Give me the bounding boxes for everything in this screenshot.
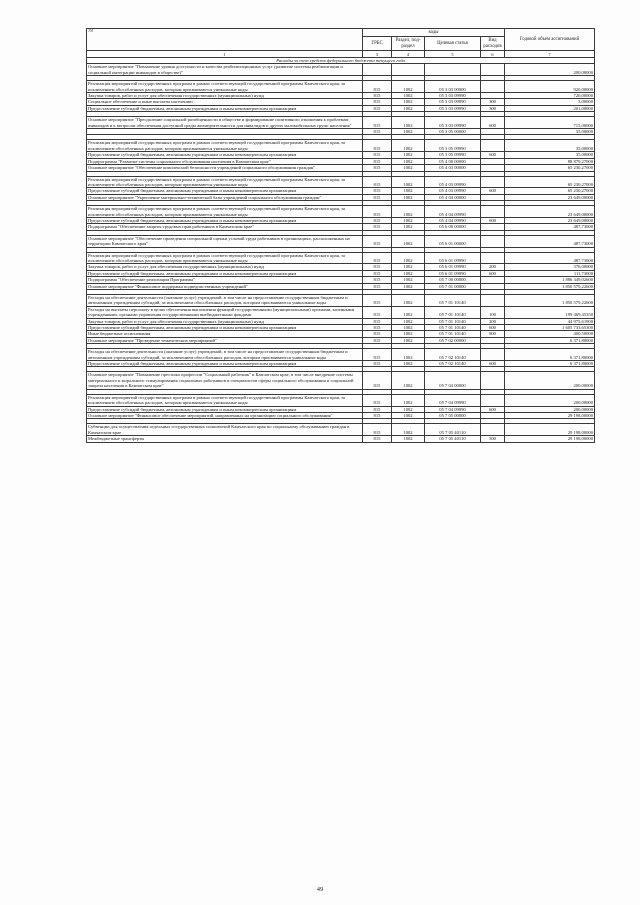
row-razdel: 1002 <box>392 318 425 324</box>
table-row <box>87 235 595 247</box>
row-razdel: 1002 <box>392 372 425 389</box>
table-row <box>87 176 595 188</box>
section-title: Расходы за счет средств федерального бюджета текущего года <box>87 58 595 64</box>
row-grbs: 815 <box>363 217 392 223</box>
row-target: 05 6 01 00000 <box>425 235 481 247</box>
row-grbs: 815 <box>363 318 392 324</box>
row-sum: 65 230,27000 <box>505 165 595 171</box>
row-grbs: 815 <box>363 264 392 270</box>
header-vid: Вид расходов <box>481 37 505 51</box>
table-row <box>87 424 595 436</box>
row-sum: 487,73000 <box>505 252 595 264</box>
row-grbs: 815 <box>363 188 392 194</box>
row-sum: 199 469,45350 <box>505 306 595 318</box>
row-razdel: 1002 <box>392 394 425 406</box>
row-razdel: 1002 <box>392 206 425 218</box>
row-razdel: 1002 <box>392 337 425 343</box>
row-target: 05 3 03 00000 <box>425 81 481 93</box>
table-row <box>87 206 595 218</box>
row-grbs: 815 <box>363 306 392 318</box>
row-grbs: 815 <box>363 412 392 418</box>
row-sum: 715,00000 <box>505 117 595 129</box>
row-target: 05 7 01 10140 <box>425 318 481 324</box>
row-grbs: 815 <box>363 105 392 111</box>
row-razdel: 1002 <box>392 270 425 276</box>
row-name: Иные бюджетные ассигнования <box>87 331 363 337</box>
row-target: 05 7 00 00000 <box>425 277 481 283</box>
row-sum: 6 371,80000 <box>505 337 595 343</box>
row-razdel: 1002 <box>392 194 425 200</box>
row-vid <box>481 295 505 307</box>
header-codes-group: коды <box>363 29 505 37</box>
row-sum: 111,73000 <box>505 270 595 276</box>
row-vid: 500 <box>481 436 505 442</box>
row-razdel: 1002 <box>392 93 425 99</box>
row-grbs: 815 <box>363 152 392 158</box>
idx-5: 5 <box>425 51 481 58</box>
table-row <box>87 117 595 129</box>
row-grbs: 815 <box>363 325 392 331</box>
table-row <box>87 436 595 442</box>
table-row <box>87 372 595 389</box>
row-name: Предоставление субсидий бюджетным, автономным учреждениям и иным некоммерческим организациям <box>87 152 363 158</box>
row-razdel: 1002 <box>392 165 425 171</box>
row-sum: 201,00000 <box>505 105 595 111</box>
row-sum: 376,00000 <box>505 264 595 270</box>
row-name: Реализация мероприятий государственных программ в рамках соответствующей государственной программы Камчатского края, за исключением обособленных расходов, которым присваиваются уникальные коды <box>87 206 363 218</box>
row-name: Расходы на выплаты персоналу в целях обеспечения выполнения функций государственными (муниципальными) органами, казенными учреждениями, органами управления государственными внебюджетными фондами <box>87 306 363 318</box>
row-name: Закупка товаров, работ и услуг для обеспечения государственных (муниципальных) нужд <box>87 318 363 324</box>
row-sum: 29 198,00000 <box>505 412 595 418</box>
row-grbs: 815 <box>363 158 392 164</box>
row-name: Основное мероприятие "Проведение тематических мероприятий" <box>87 337 363 343</box>
row-name: Основное мероприятие "Повышение престижа профессии "Социальный работник" в Камчатском крае, в том числе внедрение системы материального и морального стимулирования социальных работников и специалистов сферы социального обслуживания и социальной защиты населения в Камчатском крае" <box>87 372 363 389</box>
row-name: Основное мероприятие "Финансовое обеспечение мероприятий, направленных на организацию социального обслуживания" <box>87 412 363 418</box>
row-razdel: 1002 <box>392 349 425 361</box>
row-grbs: 815 <box>363 337 392 343</box>
row-target: 05 4 03 00000 <box>425 165 481 171</box>
row-razdel: 1002 <box>392 361 425 367</box>
row-name: Расходы на обеспечение деятельности (оказание услуг) учреждений, в том числе на предоставление государственным бюджетным и автономным учреждениям субсидий, за исключением обособленных расходов, которым присваиваются уникальные коды <box>87 295 363 307</box>
row-target: 05 3 05 09990 <box>425 140 481 152</box>
row-vid: 200 <box>481 264 505 270</box>
row-name: Основное мероприятие "Укрепление материально-технической базы учреждений социального обслуживания граждан" <box>87 194 363 200</box>
row-grbs: 815 <box>363 93 392 99</box>
row-name: Расходы на обеспечение деятельности (оказание услуг) учреждений, в том числе на предоставление государственным бюджетным и автономным учреждениям субсидий, за исключением обособленных расходов, которым присваиваются уникальные коды <box>87 349 363 361</box>
row-vid: 600 <box>481 406 505 412</box>
row-razdel: 1002 <box>392 224 425 230</box>
row-razdel: 1002 <box>392 117 425 129</box>
idx-6: 6 <box>481 51 505 58</box>
table-row <box>87 252 595 264</box>
row-name: Предоставление субсидий бюджетным, автономным учреждениям и иным некоммерческим организациям <box>87 406 363 412</box>
row-grbs: 815 <box>363 99 392 105</box>
row-name: Основное мероприятие "Повышение уровня доступности и качества реабилитационных услуг (развитие системы реабилитации и социальной интеграции инвалидов в обществе)" <box>87 64 363 76</box>
row-vid <box>481 81 505 93</box>
row-razdel: 1002 <box>392 235 425 247</box>
row-target: 05 7 04 09990 <box>425 394 481 406</box>
row-name: Реализация мероприятий государственных программ в рамках соответствующей государственной программы Камчатского края, за исключением обособленных расходов, которым присваиваются уникальные коды <box>87 394 363 406</box>
row-sum: 88 879,27000 <box>505 158 595 164</box>
row-razdel: 1002 <box>392 176 425 188</box>
row-grbs: 815 <box>363 176 392 188</box>
row-razdel: 1002 <box>392 217 425 223</box>
row-target <box>425 64 481 76</box>
row-target: 05 3 03 09990 <box>425 117 481 129</box>
row-razdel: 1002 <box>392 140 425 152</box>
row-target: 05 6 01 09990 <box>425 264 481 270</box>
header-row-label: 78 <box>87 29 363 51</box>
row-grbs: 815 <box>363 252 392 264</box>
row-vid <box>481 424 505 436</box>
row-name: Предоставление субсидий бюджетным, автономным учреждениям и иным некоммерческим организациям <box>87 325 363 331</box>
row-grbs: 815 <box>363 361 392 367</box>
row-vid <box>481 372 505 389</box>
row-grbs: 815 <box>363 140 392 152</box>
row-target: 05 7 01 10140 <box>425 325 481 331</box>
table-body <box>87 58 595 443</box>
row-target: 05 4 03 09990 <box>425 188 481 194</box>
idx-3: 3 <box>363 51 392 58</box>
row-vid <box>481 206 505 218</box>
row-name: Межбюджетные трансферты <box>87 436 363 442</box>
table-row <box>87 306 595 318</box>
row-name: Основное мероприятие "Финансовое поддержка подведомственных учреждений" <box>87 283 363 289</box>
row-vid <box>481 140 505 152</box>
row-sum: 3,00000 <box>505 99 595 105</box>
row-target: 05 7 04 00000 <box>425 372 481 389</box>
row-sum: 487,73000 <box>505 235 595 247</box>
row-target: 05 7 05 40110 <box>425 436 481 442</box>
row-razdel: 1002 <box>392 295 425 307</box>
row-grbs: 815 <box>363 331 392 337</box>
row-sum: 200,00000 <box>505 64 595 76</box>
row-sum: 44 975,61900 <box>505 318 595 324</box>
row-target: 05 3 03 09990 <box>425 93 481 99</box>
table-row <box>87 140 595 152</box>
row-vid: 600 <box>481 270 505 276</box>
row-target: 05 6 00 00000 <box>425 224 481 230</box>
row-vid: 800 <box>481 331 505 337</box>
row-target: 05 4 04 09990 <box>425 206 481 218</box>
row-sum: 1 605 733,65300 <box>505 325 595 331</box>
row-grbs: 815 <box>363 277 392 283</box>
row-sum: 400,50000 <box>505 331 595 337</box>
row-grbs: 815 <box>363 436 392 442</box>
row-sum: 720,00000 <box>505 93 595 99</box>
row-name: Реализация мероприятий государственных программ в рамках соответствующей государственной программы Камчатского края, за исключением обособленных расходов, которым присваиваются уникальные коды <box>87 176 363 188</box>
row-target: 05 3 03 09990 <box>425 105 481 111</box>
row-name: Предоставление субсидий бюджетным, автономным учреждениям и иным некоммерческим организациям <box>87 270 363 276</box>
row-vid <box>481 349 505 361</box>
row-name: Реализация мероприятий государственных программ в рамках соответствующей государственной программы Камчатского края, за исключением обособленных расходов, которым присваиваются уникальные коды <box>87 81 363 93</box>
row-sum: 65 230,27000 <box>505 176 595 188</box>
row-name: Реализация мероприятий государственных программ в рамках соответствующей государственной программы Камчатского края, за исключением обособленных расходов, которым присваиваются уникальные коды <box>87 252 363 264</box>
row-grbs: 815 <box>363 224 392 230</box>
row-target: 05 4 04 00000 <box>425 194 481 200</box>
row-grbs: 815 <box>363 129 392 135</box>
row-grbs: 815 <box>363 372 392 389</box>
row-sum: 6 371,80000 <box>505 361 595 367</box>
row-vid: 600 <box>481 188 505 194</box>
row-name: Предоставление субсидий бюджетным, автономным учреждениям и иным некоммерческим организациям <box>87 105 363 111</box>
row-sum: 29 198,00000 <box>505 424 595 436</box>
row-target: 05 4 04 09990 <box>425 217 481 223</box>
row-name: Основное мероприятие "Обеспечение проведения специальной оценки условий труда работников в организациях, расположенных на территории Камчатского края" <box>87 235 363 247</box>
row-sum: 35,00000 <box>505 152 595 158</box>
row-grbs: 815 <box>363 394 392 406</box>
row-grbs: 815 <box>363 117 392 129</box>
page-number: 49 <box>316 886 324 893</box>
row-grbs <box>363 64 392 76</box>
row-razdel: 1002 <box>392 152 425 158</box>
row-grbs: 815 <box>363 406 392 412</box>
row-grbs: 815 <box>363 270 392 276</box>
row-razdel: 1002 <box>392 306 425 318</box>
row-vid: 600 <box>481 152 505 158</box>
row-sum: 1 850 579,22600 <box>505 283 595 289</box>
row-name: Основное мероприятие "Обеспечение комплексной безопасности учреждений социального обслуживания граждан" <box>87 165 363 171</box>
row-razdel: 1002 <box>392 264 425 270</box>
row-name: Закупка товаров, работ и услуг для обеспечения государственных (муниципальных) нужд <box>87 264 363 270</box>
row-vid <box>481 394 505 406</box>
row-name: Предоставление субсидий бюджетным, автономным учреждениям и иным некоммерческим организациям <box>87 188 363 194</box>
idx-1: 1 <box>87 51 363 58</box>
row-razdel: 1002 <box>392 436 425 442</box>
row-name: Социальное обеспечение и иные выплаты населению <box>87 99 363 105</box>
row-grbs: 815 <box>363 206 392 218</box>
row-sum: 23 649,00000 <box>505 194 595 200</box>
row-sum: 65 230,27000 <box>505 188 595 194</box>
row-vid <box>481 64 505 76</box>
row-target: 05 4 03 09990 <box>425 176 481 188</box>
row-sum: 29 198,00000 <box>505 436 595 442</box>
row-target: 05 7 01 10140 <box>425 331 481 337</box>
row-sum: 23 649,00000 <box>505 217 595 223</box>
header-razdel: Раздел, под-раздел <box>392 37 425 51</box>
row-target: 05 7 01 10140 <box>425 295 481 307</box>
row-sum: 487,73000 <box>505 224 595 230</box>
row-vid: 200 <box>481 318 505 324</box>
row-sum: 200,00000 <box>505 406 595 412</box>
row-target: 05 7 05 40110 <box>425 424 481 436</box>
row-target: 05 7 02 10140 <box>425 349 481 361</box>
row-razdel: 1002 <box>392 158 425 164</box>
row-sum: 200,00000 <box>505 372 595 389</box>
row-razdel: 1002 <box>392 412 425 418</box>
row-razdel: 1002 <box>392 277 425 283</box>
table-row <box>87 295 595 307</box>
row-razdel: 1002 <box>392 81 425 93</box>
row-razdel: 1002 <box>392 105 425 111</box>
row-razdel: 1002 <box>392 252 425 264</box>
table-row <box>87 394 595 406</box>
row-vid: 600 <box>481 217 505 223</box>
row-name: Закупка товаров, работ и услуг для обеспечения государственных (муниципальных) нужд <box>87 93 363 99</box>
row-vid: 100 <box>481 306 505 318</box>
table-row <box>87 349 595 361</box>
budget-table <box>86 28 595 443</box>
row-target: 05 7 04 09990 <box>425 406 481 412</box>
row-name: Основное мероприятие "Преодоление социальной разобщенности в обществе и формирование позитивного отношения к проблемам инвалидов и к вопросам обеспечения доступной среды жизнедеятельности для инвалидов и других маломобильных групп населения" <box>87 117 363 129</box>
row-razdel: 1002 <box>392 283 425 289</box>
row-target: 05 6 01 09990 <box>425 270 481 276</box>
row-razdel: 1002 <box>392 129 425 135</box>
row-grbs: 815 <box>363 283 392 289</box>
row-sum: 1 850 579,22600 <box>505 295 595 307</box>
table-row <box>87 81 595 93</box>
header-target: Целевая статья <box>425 37 481 51</box>
row-vid: 300 <box>481 105 505 111</box>
row-grbs: 815 <box>363 81 392 93</box>
row-name: Субвенции для осуществления отдельных государственных полномочий Камчатского края по социальному обслуживанию граждан в Камчатском крае <box>87 424 363 436</box>
row-razdel: 1002 <box>392 188 425 194</box>
row-vid <box>481 252 505 264</box>
row-target: 05 7 02 10140 <box>425 361 481 367</box>
row-target: 05 3 05 09990 <box>425 152 481 158</box>
row-sum: 35,00000 <box>505 140 595 152</box>
header-total: Годовой объем ассигнований <box>505 29 595 51</box>
table-header <box>87 29 595 58</box>
row-name: Предоставление субсидий бюджетным, автономным учреждениям и иным некоммерческим организациям <box>87 217 363 223</box>
row-target: 05 6 01 09990 <box>425 252 481 264</box>
row-target: 05 7 01 00000 <box>425 283 481 289</box>
row-grbs: 815 <box>363 165 392 171</box>
row-grbs: 815 <box>363 295 392 307</box>
row-vid <box>481 235 505 247</box>
row-target: 05 7 05 00000 <box>425 412 481 418</box>
row-razdel: 1002 <box>392 424 425 436</box>
row-name: Подпрограмма "Обеспечение реализации Программы" <box>87 277 363 283</box>
row-target: 05 3 05 00000 <box>425 129 481 135</box>
row-grbs: 815 <box>363 424 392 436</box>
row-grbs: 815 <box>363 235 392 247</box>
row-razdel <box>392 64 425 76</box>
row-grbs: 815 <box>363 349 392 361</box>
row-sum: 920,00000 <box>505 81 595 93</box>
row-razdel: 1002 <box>392 331 425 337</box>
row-vid: 600 <box>481 361 505 367</box>
idx-4: 4 <box>392 51 425 58</box>
row-vid <box>481 176 505 188</box>
row-vid: 600 <box>481 325 505 331</box>
row-target: 05 4 00 00000 <box>425 158 481 164</box>
row-target: 05 3 03 09990 <box>425 99 481 105</box>
row-vid: 300 <box>481 99 505 105</box>
row-razdel: 1002 <box>392 406 425 412</box>
row-name: Подпрограмма "Развитие системы социального обслуживания населения в Камчатском крае" <box>87 158 363 164</box>
idx-7: 7 <box>505 51 595 58</box>
row-name: Предоставление субсидий бюджетным, автономным учреждениям и иным некоммерческим организациям <box>87 361 363 367</box>
row-sum: 1 886 349,02600 <box>505 277 595 283</box>
row-razdel: 1002 <box>392 99 425 105</box>
header-grbs: ГРБС <box>363 37 392 51</box>
row-razdel: 1002 <box>392 325 425 331</box>
table-row <box>87 64 595 76</box>
row-sum: 200,00000 <box>505 394 595 406</box>
row-target: 05 7 02 00000 <box>425 337 481 343</box>
row-target: 05 7 01 10140 <box>425 306 481 318</box>
row-sum: 23 649,00000 <box>505 206 595 218</box>
row-grbs: 815 <box>363 194 392 200</box>
row-name: Реализация мероприятий государственных программ в рамках соответствующей государственной программы Камчатского края, за исключением обособленных расходов, которым присваиваются уникальные коды <box>87 140 363 152</box>
row-vid: 600 <box>481 117 505 129</box>
row-name: Подпрограмма "Обеспечение защиты трудовых прав работников в Камчатском крае" <box>87 224 363 230</box>
row-sum: 35,00000 <box>505 129 595 135</box>
row-sum: 6 371,80000 <box>505 349 595 361</box>
